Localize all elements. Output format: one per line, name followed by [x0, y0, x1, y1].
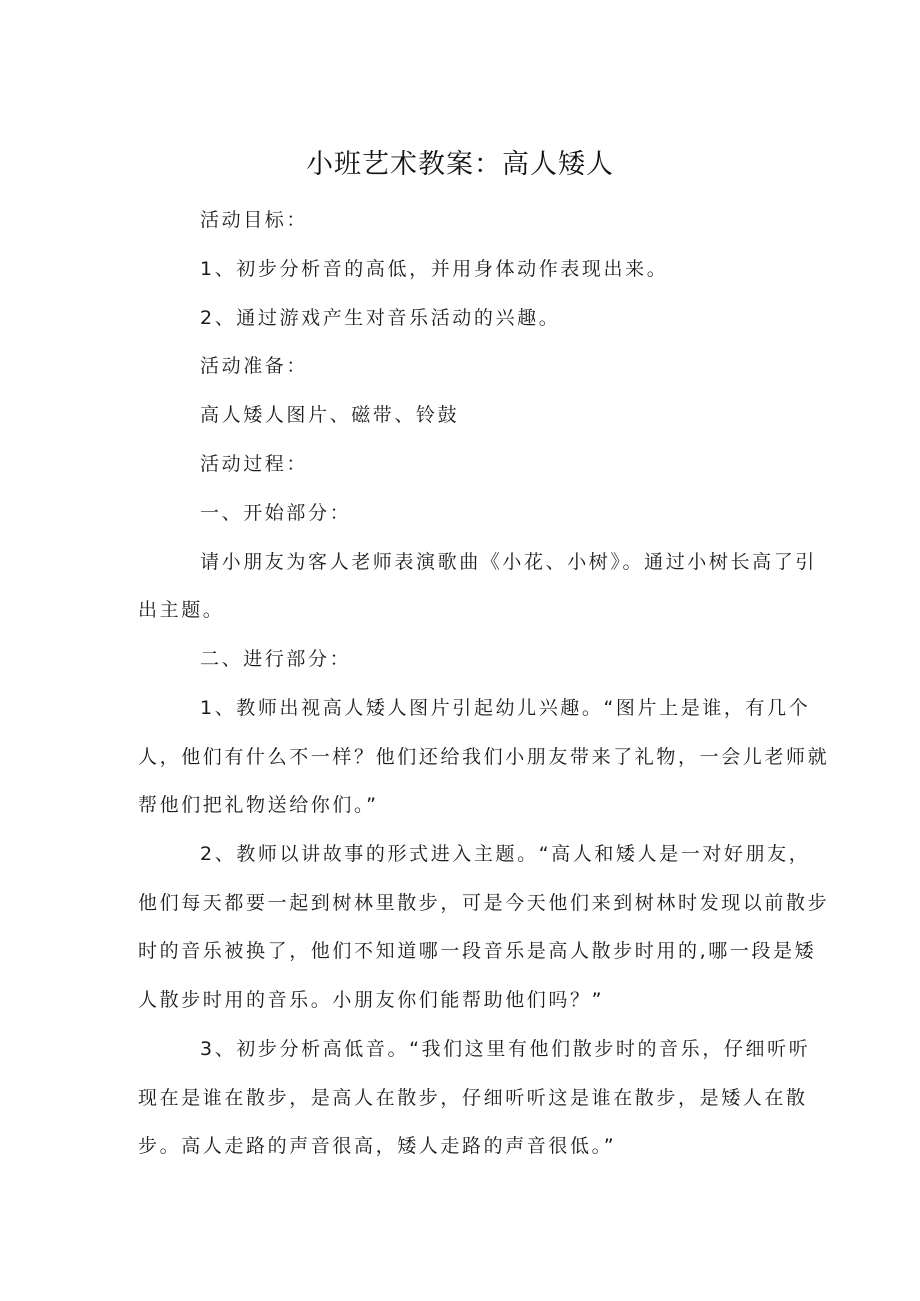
goal-item-2: 2、通过游戏产生对音乐活动的兴趣。 — [200, 307, 561, 329]
goal-item-1: 1、初步分析音的高低，并用身体动作表现出来。 — [200, 258, 669, 280]
step-2-line-2: 他们每天都要一起到树林里散步，可是今天他们来到树林时发现以前散步 — [138, 892, 830, 914]
step-2-line-1: 2、教师以讲故事的形式进入主题。“高人和矮人是一对好朋友， — [200, 843, 811, 865]
step-3-line-2: 现在是谁在散步，是高人在散步，仔细听听这是谁在散步，是矮人在散 — [138, 1087, 808, 1109]
opening-paragraph-line-2: 出主题。 — [138, 599, 225, 621]
step-2-line-4: 人散步时用的音乐。小朋友你们能帮助他们吗？” — [138, 989, 605, 1011]
preparation-materials: 高人矮人图片、磁带、铃鼓 — [200, 404, 460, 426]
part-heading-opening: 一、开始部分： — [200, 502, 352, 524]
section-heading-process: 活动过程： — [200, 453, 309, 475]
step-3-line-3: 步。高人走路的声音很高，矮人走路的声音很低。” — [138, 1135, 617, 1157]
part-heading-main: 二、进行部分： — [200, 648, 352, 670]
document-title: 小班艺术教案：高人矮人 — [306, 149, 614, 180]
step-2-line-3: 时的音乐被换了，他们不知道哪一段音乐是高人散步时用的,哪一段是矮 — [138, 940, 817, 962]
step-3-line-1: 3、初步分析高低音。“我们这里有他们散步时的音乐，仔细听听 — [200, 1038, 811, 1060]
section-heading-preparation: 活动准备： — [200, 355, 309, 377]
step-1-line-3: 帮他们把礼物送给你们。” — [138, 794, 379, 816]
opening-paragraph-line-1: 请小朋友为客人老师表演歌曲《小花、小树》。通过小树长高了引 — [200, 551, 817, 573]
step-1-line-1: 1、教师出视高人矮人图片引起幼儿兴趣。“图片上是谁，有几个 — [200, 697, 811, 719]
step-1-line-2: 人，他们有什么不一样？他们还给我们小朋友带来了礼物，一会儿老师就 — [138, 746, 830, 768]
section-heading-goals: 活动目标： — [200, 209, 309, 231]
